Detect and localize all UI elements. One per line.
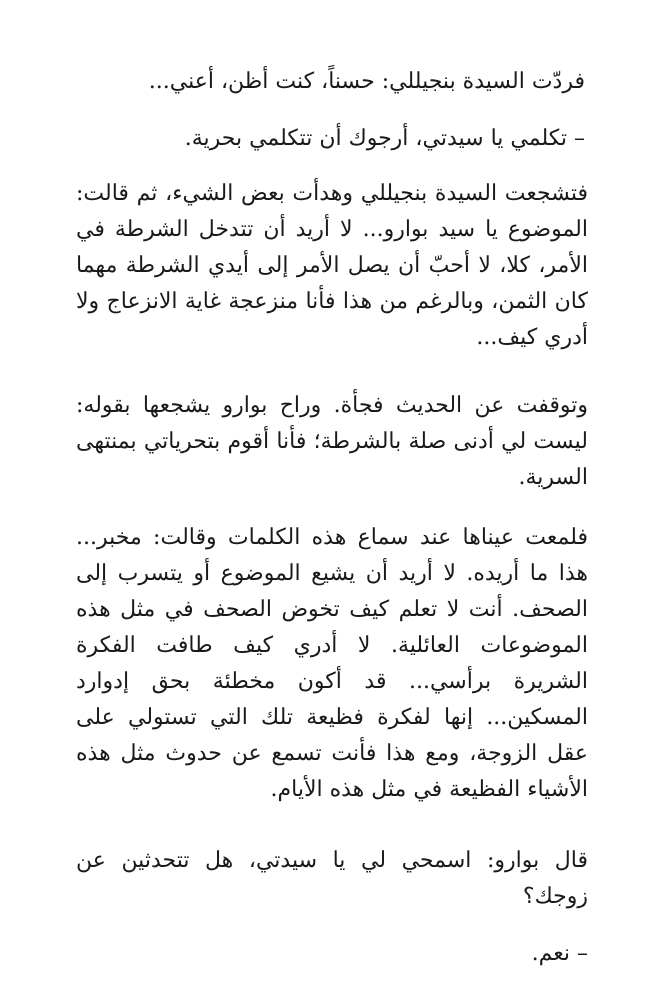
paragraph-poirot-assures: وتوقفت عن الحديث فجأة. وراح بوارو يشجعها بقوله: ليست لي أدنى صلة بالشرطة؛ فأنا أقوم بتحرياتي بمنتهى السرية. <box>76 393 588 490</box>
paragraph-about-husband: قال بوارو: اسمحي لي يا سيدتي، هل تتحدثين عن زوجك؟ <box>76 848 588 909</box>
paragraph-yes: – نعم. <box>531 941 588 966</box>
paragraph-no-police: فتشجعت السيدة بنجيللي وهدأت بعض الشيء، ثم قالت: الموضوع يا سيد بوارو... لا أريد أن تتدخل الشرطة في الأمر، كلا، لا أحبّ أن يصل الأمر إلى أيدي الشرطة مهما كان الثمن، وبالرغم من هذا فأنا منزعجة غاية الانزعاج ولا أدري كيف... <box>76 181 588 350</box>
paragraph-speak-freely: – تكلمي يا سيدتي، أرجوك أن تتكلمي بحرية. <box>184 126 585 151</box>
paragraph-mrs-pengelley-reply: فردّت السيدة بنجيللي: حسناً، كنت أظن، أعني... <box>148 69 585 94</box>
paragraph-detective-wanted: فلمعت عيناها عند سماع هذه الكلمات وقالت: مخبر... هذا ما أريده. لا أريد أن يشيع الموضوع أو يتسرب إلى الصحف. أنت لا تعلم كيف تخوض الصحف في مثل هذه الموضوعات العائلية. لا أدري كيف طافت الفكرة الشريرة برأسي... قد أكون مخطئة بحق إدوارد المسكين... إنها لفكرة فظيعة تلك التي تستولي على عقل الزوجة، ومع هذا فأنت تسمع عن حدوث مثل هذه الأشياء الفظيعة في مثل هذه الأيام. <box>76 525 588 802</box>
